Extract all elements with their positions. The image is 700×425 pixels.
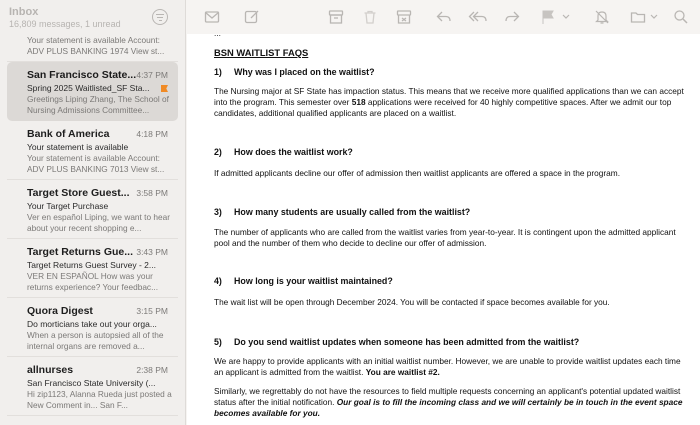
message-list [0,34,186,416]
faq-answer-text: The wait list will be open through December 2024. You will be contacted if space becomes available for you. [214,297,610,307]
faq-answer-text: We are happy to provide applicants with an initial waitlist number. However, we are unable to provide waitlist updates each time an applicant is admitted from the waitlist. [214,356,681,377]
message-preview: Ver en español Liping, we want to hear about your recent shopping e... [27,212,170,233]
compose-mail-icon[interactable] [204,9,220,25]
message-sender: Quora Digest [27,305,93,317]
message-preview: Greetings Liping Zhang, The School of Nursing Admissions Committee... [27,94,169,115]
message-preview: Your statement is available Account: ADV PLUS BANKING 7013 View st... [27,153,165,174]
faq-answer-text: The number of applicants who are called from the waitlist varies from year-to-year. It is contingent upon the admitted applicant pool and the number of them who decide to decline our offer of admission. [214,227,676,248]
message-sender: Target Store Guest... [27,187,130,199]
flag-icon[interactable] [540,9,556,25]
faq-question-number: 5) [214,337,222,347]
filter-icon[interactable] [152,9,168,25]
search-icon[interactable] [673,9,689,25]
forward-icon[interactable] [504,9,520,25]
message-row[interactable] [7,121,178,180]
faq-answer-paragraph [214,297,692,308]
message-subject: Target Returns Guest Survey - 2... [27,260,156,270]
message-time: 3:15 PM [136,306,168,316]
faq-answer-emphasis: You are waitlist #2. [365,367,440,377]
faq-question [214,337,579,348]
message-subject: Your statement is available [27,142,129,152]
message-preview: When a person is autopsied all of the internal organs are removed a... [27,330,164,351]
faq-answer-paragraph [214,356,692,378]
message-sender: Target Returns Gue... [27,246,133,258]
faq-question-number: 1) [214,67,222,77]
message-preview [27,35,172,57]
email-cut-text: ... [214,28,221,38]
faq-answer-text: The Nursing major at SF State has impaction status. This means that we receive more qualified applications than we can accept into the program. This semester over [214,86,684,107]
faq-question-text: How long is your waitlist maintained? [234,276,393,286]
message-row[interactable] [7,180,178,239]
reply-icon[interactable] [436,9,452,25]
message-row-selected[interactable] [7,62,178,121]
faq-question-number: 2) [214,147,222,157]
faq-question-text: How does the waitlist work? [234,147,353,157]
message-subject: San Francisco State University (... [27,378,156,388]
faq-question [214,147,353,158]
faq-question-text: Why was I placed on the waitlist? [234,67,375,77]
faq-heading: BSN WAITLIST FAQS [214,47,309,58]
faq-question [214,276,393,287]
message-subject: Do morticians take out your orga... [27,319,157,329]
faq-answer-paragraph [214,227,692,249]
message-time: 4:18 PM [136,129,168,139]
faq-question [214,67,375,78]
message-preview-text: ADV PLUS BANKING 1974 View st... [27,46,165,56]
message-row[interactable] [7,34,178,62]
faq-answer-text: applications were received for 40 highly competitive spaces. After we admit our top candidates, additional qualified applicants are placed on a waitlist. [214,97,672,118]
faq-answer-paragraph [214,386,692,419]
toolbar [186,0,700,34]
faq-question [214,207,470,218]
faq-answer-emphasis: Our goal is to fill the incoming class and we will certainly be in touch in the event space becomes available for you. [214,397,683,418]
move-folder-icon[interactable] [630,9,648,25]
faq-question-text: How many students are usually called from the waitlist? [234,207,471,217]
mailbox-message-count: 16,809 messages, 1 unread [9,19,121,29]
message-sender: San Francisco State... [27,69,137,81]
mailbox-title: Inbox [9,6,39,18]
reply-all-icon[interactable] [468,9,488,25]
reading-pane [187,28,700,425]
message-preview: Hi zip1123, Alanna Rueda just posted a New Comment in... San F... [27,389,172,410]
message-time: 4:37 PM [136,70,168,80]
faq-answer-emphasis: 518 [351,97,366,107]
faq-answer-paragraph [214,86,692,119]
message-preview: VER EN ESPAÑOL How was your returns experience? Your feedbac... [27,271,158,292]
message-subject: Your statement is available Account: [27,35,160,45]
faq-answer-text: If admitted applicants decline our offer of admission then waitlist applicants are offered a space in the program. [214,168,621,178]
faq-question-number: 4) [214,276,222,286]
message-time: 2:38 PM [136,365,168,375]
message-row[interactable] [7,239,178,298]
message-sender: Bank of America [27,128,110,140]
trash-icon[interactable] [362,9,378,25]
message-list-pane [0,0,186,425]
faq-answer-paragraph [214,168,692,179]
faq-question-number: 3) [214,207,222,217]
mute-icon[interactable] [594,9,610,25]
message-row[interactable] [7,298,178,357]
faq-answer-text: Similarly, we regrettably do not have the resources to field multiple requests concerning an applicant's potential updated waitlist status after the initial notification. [214,386,681,407]
message-sender: allnurses [27,364,74,376]
message-subject: Spring 2025 Waitlisted_SF Sta... [27,83,150,93]
message-time: 3:43 PM [136,247,168,257]
new-note-icon[interactable] [244,9,260,25]
faq-question-text: Do you send waitlist updates when someone has been admitted from the waitlist? [234,337,580,347]
archive-icon[interactable] [328,9,344,25]
move-menu-chevron-icon[interactable] [649,9,659,25]
message-time: 3:58 PM [136,188,168,198]
junk-icon[interactable] [396,9,412,25]
message-subject: Your Target Purchase [27,201,109,211]
message-row[interactable] [7,357,178,416]
mailbox-header [0,0,186,34]
flag-menu-chevron-icon[interactable] [561,9,571,25]
